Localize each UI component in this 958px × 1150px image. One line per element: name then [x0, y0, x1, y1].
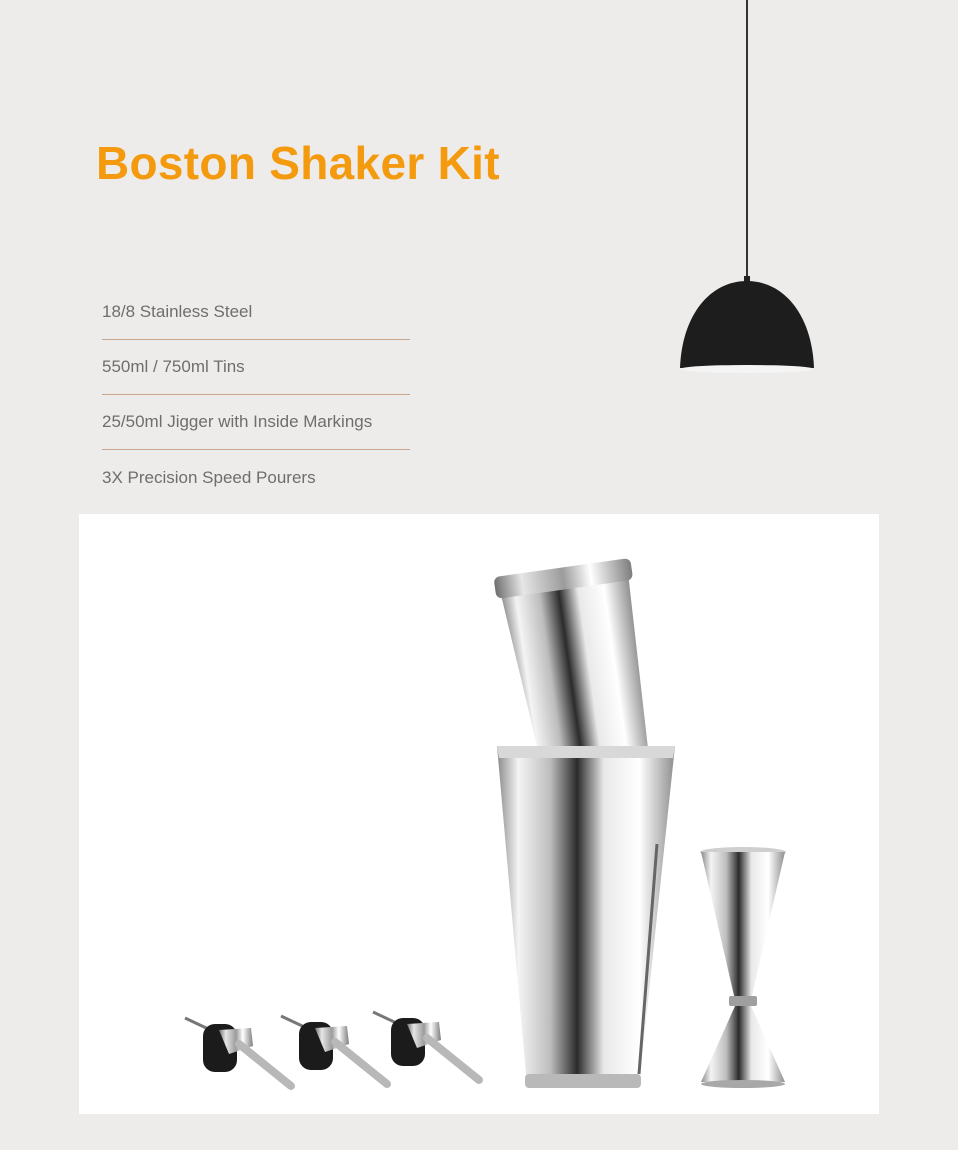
feature-item-pourers: 3X Precision Speed Pourers — [102, 467, 316, 487]
speed-pourer-icon — [185, 1012, 479, 1086]
page-title: Boston Shaker Kit — [96, 137, 500, 189]
jigger-icon — [700, 847, 786, 1088]
feature-item-steel: 18/8 Stainless Steel — [102, 285, 410, 340]
feature-list — [102, 285, 410, 505]
pendant-lamp-icon — [670, 0, 830, 380]
product-image-panel — [79, 514, 879, 1114]
feature-item-tins: 550ml / 750ml Tins — [102, 340, 410, 395]
feature-item-jigger: 25/50ml Jigger with Inside Markings — [102, 395, 410, 450]
boston-shaker-tins-icon — [493, 558, 675, 1088]
